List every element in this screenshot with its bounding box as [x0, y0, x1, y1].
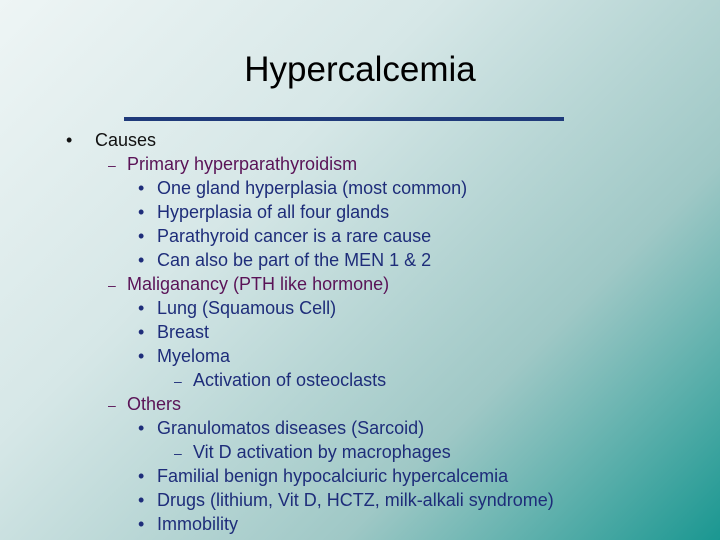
bullet-item	[138, 200, 389, 224]
bullet-text: Can also be part of the MEN 1 & 2	[157, 250, 432, 270]
bullet-item	[108, 392, 181, 417]
bullet-text: Granulomatos diseases (Sarcoid)	[157, 418, 425, 438]
bullet-item	[138, 464, 508, 488]
bullet-marker: •	[138, 298, 145, 318]
bullet-marker: •	[138, 346, 145, 366]
bullet-text: Vit D activation by macrophages	[193, 442, 451, 462]
bullet-text: Hyperplasia of all four glands	[157, 202, 390, 222]
bullet-text: Familial benign hypocalciuric hypercalcemia	[157, 466, 509, 486]
slide-title: Hypercalcemia	[244, 50, 476, 89]
bullet-text: Primary hyperparathyroidism	[127, 154, 358, 174]
bullet-text: Activation of osteoclasts	[193, 370, 387, 390]
bullet-text: Breast	[157, 322, 210, 342]
bullet-item	[138, 416, 424, 440]
bullet-marker: •	[138, 250, 145, 270]
bullet-item	[138, 248, 431, 272]
bullet-item	[138, 224, 431, 248]
dash-marker: –	[108, 397, 116, 413]
bullet-item	[108, 272, 389, 297]
bullet-marker: •	[138, 418, 145, 438]
bullet-marker: •	[138, 226, 145, 246]
bullet-text: Lung (Squamous Cell)	[157, 298, 337, 318]
bullet-marker: •	[66, 130, 73, 150]
dash-marker: –	[108, 277, 116, 293]
bullet-item	[138, 344, 230, 368]
bullet-text: Drugs (lithium, Vit D, HCTZ, milk-alkali syndrome)	[157, 490, 554, 510]
bullet-item	[138, 512, 238, 536]
dash-marker: –	[174, 373, 182, 389]
title-underline	[124, 117, 564, 121]
bullet-item	[138, 320, 209, 344]
bullet-text: Others	[127, 394, 182, 414]
bullet-item	[66, 128, 156, 152]
bullet-marker: •	[138, 490, 145, 510]
dash-marker: –	[108, 157, 116, 173]
bullet-text: Immobility	[157, 514, 239, 534]
dash-marker: –	[174, 445, 182, 461]
bullet-item	[174, 368, 386, 393]
bullet-text: Causes	[95, 130, 157, 150]
bullet-text: One gland hyperplasia (most common)	[157, 178, 468, 198]
bullet-item	[108, 152, 357, 177]
bullet-marker: •	[138, 466, 145, 486]
bullet-item	[174, 440, 451, 465]
bullet-marker: •	[138, 514, 145, 534]
bullet-marker: •	[138, 178, 145, 198]
bullet-text: Myeloma	[157, 346, 231, 366]
bullet-marker: •	[138, 322, 145, 342]
bullet-text: Parathyroid cancer is a rare cause	[157, 226, 432, 246]
bullet-item	[138, 488, 554, 512]
bullet-item	[138, 176, 467, 200]
bullet-item	[138, 296, 336, 320]
bullet-marker: •	[138, 202, 145, 222]
bullet-text: Maliganancy (PTH like hormone)	[127, 274, 390, 294]
